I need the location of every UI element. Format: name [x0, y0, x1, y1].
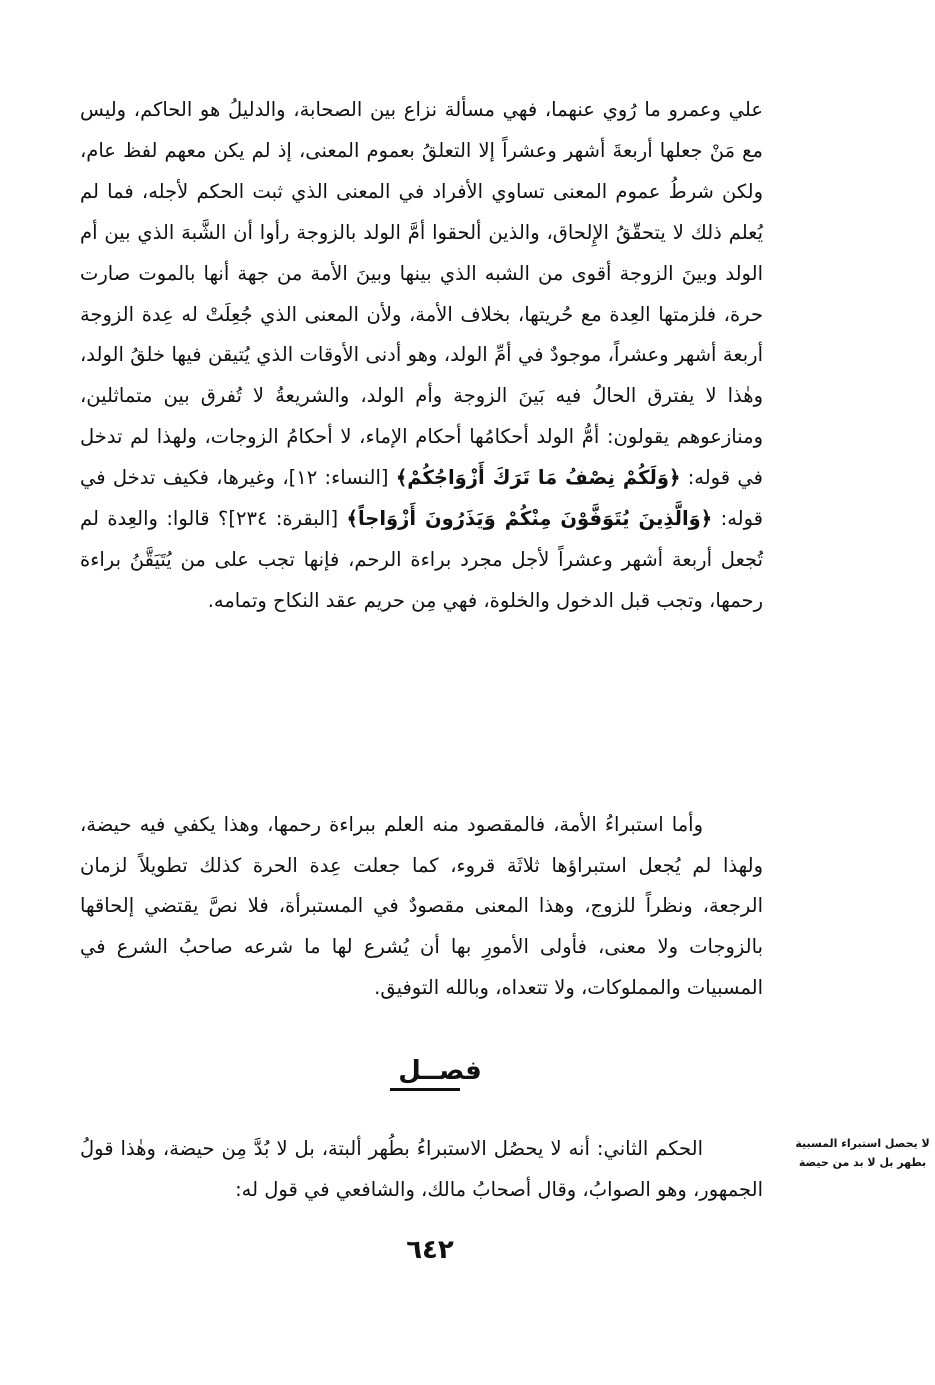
paragraph-1-text-a: علي وعمرو ما رُوي عنهما، فهي مسألة نزاع بين الصحابة، والدليلُ هو الحاكم، وليس مع مَنْ جعلها أربعةَ أشهر وعشراً إلا التعلقُ بعموم المعنى، إذ لم يكن معهم لفظ عام، ولكن شرطُ عموم المعنى تساوي الأفراد في المعنى الذي ثبت الحكم لأجله، فما لم يُعلم ذلك لا يتحقّقُ الإِلحاق، والذين ألحقوا أمَّ الولد بالزوجة رأوا أن الشَّبهَ الذي بين أم الولد وبينَ الزوجة أقوى من الشبه الذي بينها وبينَ الأمة من جهة أنها بالموت صارت حرة، فلزمتها العِدة مع حُريتها، بخلاف الأمة، ولأن المعنى الذي جُعِلَتْ له عِدة الزوجة أربعة أشهر وعشراً، موجودٌ في أمِّ الولد، وهو أدنى الأوقات الذي يُتيقن فيها خلقُ الولد، وهٰذا لا يفترق الحالُ فيه بَينَ الزوجة وأم الولد، والشريعةُ لا تُفرق بين متماثلين، ومنازعوهم يقولون: أمُّ الولد أحكامُها أحكام الإماء، لا أحكامُ الزوجات، ولهذا لم تدخل في قوله:: [80, 98, 763, 490]
page-number: ٦٤٢: [406, 1235, 454, 1265]
paragraph-3-text: الحكم الثاني: أنه لا يحصُل الاستبراءُ بطُهر ألبتة، بل لا بُدَّ مِن حيضة، وهٰذا قولُ الجمهور، وهو الصوابُ، وقال أصحابُ مالك، والشافعي في قول له:: [80, 1137, 763, 1201]
quran-quote-1: ﴿وَلَكُمْ نِصْفُ مَا تَرَكَ أَزْوَاجُكُمْ﴾: [395, 466, 681, 490]
paragraph-3: [80, 1128, 763, 1210]
heading-underline: [390, 1088, 460, 1091]
section-heading: فصــل: [398, 1056, 482, 1086]
margin-note: لا يحصل استبراء المسبية بطهر بل لا بد من حيضة: [795, 1137, 930, 1169]
paragraph-1: [80, 90, 763, 622]
paragraph-2: [80, 805, 763, 1009]
paragraph-1-text-b: [النساء: ١٢]، وغيرها، فكيف تدخل في قوله:: [80, 466, 764, 531]
paragraph-2-text: وأما استبراءُ الأمة، فالمقصود منه العلم ببراءة رحمها، وهذا يكفي فيه حيضة، ولهذا لم يُجعل استبراؤها ثلاثَة قروء، كما جعلت عِدة الحرة كذلك تطويلاً لزمان الرجعة، ونظراً للزوج، وهذا المعنى مقصودٌ في المستبرأة، فلا نصَّ يقتضي إلحاقها بالزوجات ولا معنى، فأولى الأمورِ بها أن يُشرع لها ما شرعه صاحبُ الشرع في المسبيات والمملوكات، ولا تتعداه، وبالله التوفيق.: [80, 813, 763, 999]
quran-quote-2: ﴿وَالَّذِينَ يُتَوَفَّوْنَ مِنْكُمْ وَيَذَرُونَ أَزْوَاجاً﴾: [346, 507, 713, 531]
paragraph-1-text-c: [البقرة: ٢٣٤]؟ قالوا: والعِدة لم تُجعل أربعة أشهر وعشراً لأجل مجرد براءة الرحم، فإنها تجب على من يُتَيَقَّنُ براءة رحمها، وتجب قبل الدخول والخلوة، فهي مِن حريم عقد النكاح وتمامه.: [80, 507, 763, 612]
